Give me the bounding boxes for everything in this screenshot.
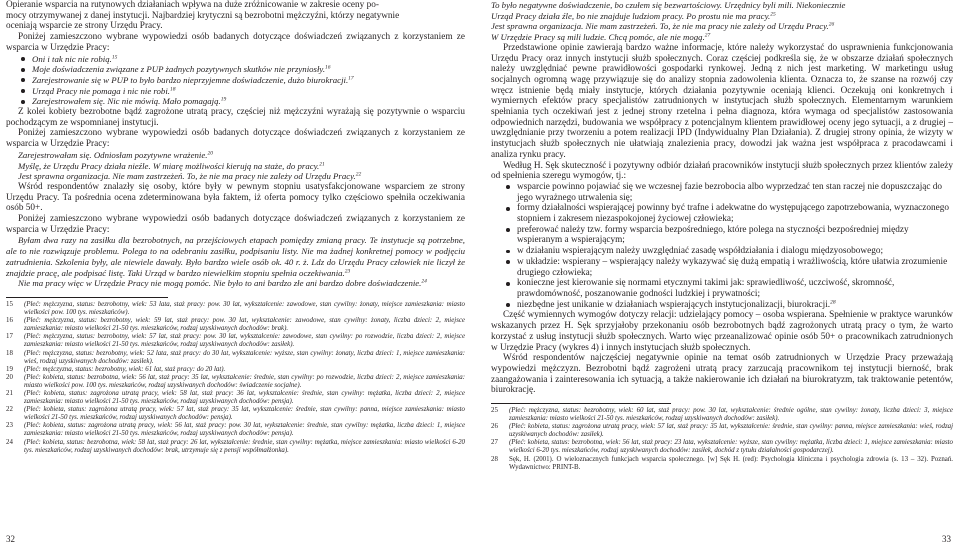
list-item: konieczne jest kierowanie się normami etycznymi takimi jak: sprawiedliwość, uczciwość, skromność, prawdomówność, poszanowanie godności ludzkiej i prywatności;: [505, 278, 953, 299]
intro-line: mocy otrzymywanej z danej instytucji. Najbardziej krytyczni są bezrobotni mężczyźni, którzy negatywnie: [6, 10, 400, 21]
quote-line: Myślę, że Urzędu Pracy działa nieźle. W miarę możliwości kierują na staże, do pracy.$^{21}$: [18, 160, 325, 171]
footnote: 15 (Płeć: mężczyzna, status: bezrobotny, wiek: 53 lata, staż pracy: pow. 30 lat, wykształcenie: zawodowe, stan cywilny: żonaty, miejsce zamieszkania: miasto wielkości pow. 100 tys. mieszkańców).: [6, 300, 465, 317]
footnote-ref: 24: [421, 278, 427, 285]
quote-text: Oni i tak nic nie robią.: [32, 53, 112, 64]
lead-paragraph: Poniżej zamieszczono wybrane wypowiedzi osób badanych dotyczące doświadczeń związanych z korzystaniem ze wsparcia w Urzędzie Pracy:: [6, 214, 465, 235]
quote-text: Zarejestrowałem się. Nic nie mówią. Mało pomagają.: [32, 96, 221, 107]
quote-paragraph: Nie ma pracy więc w Urzędzie Pracy nie mogą pomóc. Nie było to ani bardzo złe ani bardzo dobre doświadczenie.$^{24}$: [18, 278, 427, 289]
body-paragraph: Według H. Sęk skuteczność i pozytywny odbiór działań pracowników instytucji służb społecznych przez klientów zależy od spełnienia szeregu wymogów, tj.:: [491, 160, 953, 182]
page-number: 33: [942, 534, 951, 544]
footnote-ref: 20: [207, 150, 213, 157]
list-item: [20, 54, 465, 65]
list-item: w działaniu wspierającym należy uwzględniać zasadę współdziałania i dialogu międzyosobowego;: [505, 246, 953, 257]
footnote-ref: 15: [111, 54, 118, 61]
quote-line: Zarejestrowałam się. Odniosłam pozytywne wrażenie.$^{20}$: [18, 149, 213, 160]
list-item: formy działalności wspierającej powinny być trafne i adekwatne do występującego zapotrzebowania, wyznaczonego stopniem i zakresem niezaspokojonej życiowej człowieka;: [505, 203, 953, 224]
list-item: [20, 86, 465, 97]
quote-line: W Urzędzie Pracy są mili ludzie. Chcą pomóc, ale nie mogą.$^{27}$: [491, 32, 711, 43]
list-item: w układzie: wspierany – wspierający należy wykazywać się dużą empatią i wrażliwością, które ułatwia zrozumienie drugiego człowieka;: [505, 257, 953, 278]
footnote-divider: [491, 403, 671, 404]
footnote: 18 (Płeć: mężczyzna, status: bezrobotny, wiek: 52 lata, staż pracy: do 30 lat, wykształcenie: wyższe, stan cywilny: żonaty, liczba dzieci: 1, miejsce zamieszkania: wieś, rodzaj uzyskiwanych dochodów: zasiłek).: [6, 349, 465, 365]
footnote-ref: 22: [355, 171, 362, 178]
footnote: 20 (Płeć: kobieta, status: bezrobotna, wiek: 56 lat, staż pracy: 35 lat, wykształcenie: średnie, stan cywilny: po rozwodzie, liczba dzieci: 2, miejsce zamieszkania: miasto wielkości pow. 100 tys. mieszkańców, rodzaj uzyskiwanych dochodów: świadczenie socjalne).: [6, 373, 465, 389]
body-paragraph: Wśród respondentów najczęściej negatywnie opinie na temat osób zatrudnionych w Urzędzie Pracy przeważają wypowiedzi mężczyzn. Bezrobotni bądź zagrożeni utratą pracy zarzucają pracownikom tej instytucji bierność, brak zaangażowania i zainteresowania ich sytuacją, a także nakierowanie ich działań na biurokratyzm, tak traktowanie petentów, biurokrację.: [491, 353, 953, 396]
footnote-ref: 26: [828, 21, 835, 28]
footnotes: [6, 301, 465, 455]
footnote: 26 (Płeć: kobieta, status: zagrożona utratą pracy, wiek: 57 lat, staż pracy: 35 lat, wykształcenie: średnie, stan cywilny: panna, miejsce zamieszkania: wieś, rodzaj uzyskiwanych dochodów: zasiłek).: [491, 423, 953, 439]
quote-text: Moje doświadczenia związane z PUP żadnych pozytywnych skutków nie przyniosły.: [32, 64, 326, 75]
footnote-ref: 18: [169, 86, 176, 93]
footnote-ref: 23: [344, 268, 351, 275]
footnote: 16 (Płeć: mężczyzna, status: bezrobotny, wiek: 59 lat, staż pracy: pow. 30 lat, wykształcenie: zawodowe, stan cywilny: żonaty, liczba dzieci: 2, miejsce zamieszkania: miasto wielkości 21-50 tys. mieszkańców, rodzaj uzyskiwanych dochodów: brak).: [6, 317, 465, 333]
footnote-ref: 17: [348, 75, 354, 82]
quote-line: Jest sprawna organizacja. Nie mam zastrzeżeń. To, że nie ma pracy nie zależy od Urzędu Pracy.$^{22}$: [18, 171, 362, 182]
list-item: [20, 96, 465, 107]
footnote: 27 (Płeć: kobieta, status: bezrobotna, wiek: 56 lat, staż pracy: 23 lata, wykształcenie: wyższe, stan cywilny: mężatka, liczba dzieci: 1, miejsce zamieszkania: miasto wielkości 6-20 tys. mieszkańców, rodzaj uzyskiwanych dochodów: zasiłek, dochód z tytułu działalności gospodarczej).: [491, 439, 953, 455]
footnote-divider: [6, 297, 168, 298]
left-page: [0, 0, 470, 548]
lead-paragraph: Poniżej zamieszczono wybrane wypowiedzi osób badanych dotyczące doświadczeń związanych z korzystaniem ze wsparcia w Urzędzie Pracy:: [6, 128, 465, 150]
footnote-ref: 25: [770, 11, 776, 18]
quote-paragraph: Byłam dwa razy na zasiłku dla bezrobotnych, na przejściowych etapach pomiędzy zmianą pracy. Te instytucje są potrzebne, ale to nie rozwiązuje problemu. Polega to na odebraniu zasiłku, podpisaniu listy. Nie ma żadnej konkretnej pomocy w podjęciu zatrudnienia. Szkolenia były, ale niewiele dawały. Było bardzo wiele osób ok. 40 r. ż. Ldz do Urzędu Pracy człowiek nie liczył że znajdzie pracę, ale podpisać listę. Taki Urząd w bardzo niewielkim stopniu spełnia oczekiwania.$^{23}$: [6, 235, 465, 278]
footnote-ref: 16: [325, 64, 331, 71]
footnote: 21 (Płeć: kobieta, status: zagrożona utratą pracy, wiek: 58 lat, staż pracy: 36 lat, wykształcenie: średnie, stan cywilny: mężatka, liczba dzieci: 2, miejsce zamieszkania: miasto wielkości 21-50 tys. mieszkańców, rodzaj uzyskiwanych dochodów: pensja).: [6, 390, 465, 406]
quote-line: Jest sprawna organizacja. Nie mam zastrzeżeń. To, że nie ma pracy nie zależy od Urzędu Pracy.$^{26}$: [491, 21, 835, 32]
requirements-list: [491, 182, 953, 310]
lead-paragraph: Poniżej zamieszczono wybrane wypowiedzi osób badanych dotyczące doświadczeń związanych z korzystaniem ze wsparcia w Urzędzie Pracy:: [6, 32, 465, 53]
body-paragraph: Z kolei kobiety bezrobotne bądź zagrożone utratą pracy, częściej niż mężczyźni wyrażają się pozytywnie o wsparciu pochodzącym ze wspomnianej instytucji.: [6, 107, 465, 128]
footnotes: [491, 407, 953, 472]
footnote: 23 (Płeć: kobieta, status: zagrożona utratą pracy, wiek: 56 lat, staż pracy: pow. 30 lat, wykształcenie: średnie, stan cywilny: mężatka, liczba dzieci: 1, miejsce zamieszkania: miasto wielkości 21-50 tys. mieszkańców, rodzaj uzyskiwanych dochodów: pensja).: [6, 422, 465, 438]
footnote: 17 (Płeć: mężczyzna, status: bezrobotny, wiek: 57 lat, staż pracy: pow. 30 lat, wykształcenie: zawodowe, stan cywilny: po rozwodzie, liczba dzieci: 2, miejsce zamieszkania: miasto wielkości 21-50 tys. mieszkańców, rodzaj uzyskiwanych dochodów: zasiłek).: [6, 333, 465, 349]
quote-line: Urząd Pracy działa źle, bo nie znajduje ludziom pracy. Po prostu nie ma pracy.$^{25}$: [491, 10, 776, 21]
quote-text: Zarejestrowanie się w PUP to było bardzo nieprzyjemne doświadczenie, dużo biurokracji.: [32, 74, 349, 85]
intro-line: Opieranie wsparcia na rutynowych działaniach wpływa na duże zróżnicowanie w zakresie oceny po-: [6, 0, 379, 10]
quote-list: [6, 54, 465, 108]
intro-line: oceniają wsparcie ze strony Urzędu Pracy.: [6, 21, 163, 32]
footnote: 19 (Płeć: mężczyzna, status: bezrobotny, wiek: 61 lat, staż pracy: do 20 lat).: [6, 365, 226, 373]
body-paragraph: Część wymiennych wymogów dotyczy relacji: udzielający pomocy – osoba wspierana. Spełnienie w praktyce warunków wskazanych przez H. Sęk sprzyjałoby przekonaniu osób bezrobotnych bądź zagrożonych utratą pracy o tym, że warto korzystać z usług instytucji służb społecznych. Warto więc przeanalizować opinie osób 50+ o pracownikach zatrudnionych w Urzędzie Pracy (wykres 4) i innych instytucjach służb społecznych.: [491, 310, 953, 353]
quote-text: Urząd Pracy nie pomaga i nic nie robi.: [32, 85, 170, 96]
footnote: 24 (Płeć: kobieta, status: bezrobotna, wiek: 58 lat, staż pracy: 26 lat, wykształcenie: średnie, stan cywilny: mężatka, miejsce zamieszkania: miasto wielkości 6-20 tys. mieszkańców, rodzaj uzyskiwanych dochodów: brak, utrzymuje się z pensji współmałżonka).: [6, 438, 465, 454]
body-paragraph: Wśród respondentów znalazły się osoby, które były w pewnym stopniu usatysfakcjonowane wsparciem ze strony Urzędu Pracy. Ta pośrednia ocena zdeterminowana była faktem, iż oferta pomocy tylko częściowo spełniła oczekiwania osób 50+.: [6, 181, 465, 214]
footnote-ref: 27: [704, 32, 711, 39]
footnote-ref: 19: [220, 96, 227, 103]
footnote-ref: 21: [319, 161, 325, 168]
footnote: 25 (Płeć: mężczyzna, status: bezrobotny, wiek: 60 lat, staż pracy: pow. 30 lat, wykształcenie: średnie ogólne, stan cywilny: żonaty, liczba dzieci: 3, miejsce zamieszkania: miasto wielkości 21-50 tys. mieszkańców, rodzaj uzyskiwanych dochodów: zasiłek).: [491, 407, 953, 423]
footnote: 28 Sęk, H. (2001). O wieloznacznych funkcjach wsparcia społecznego. [w] Sęk H. (red): Psychologia kliniczna i psychologia zdrowia (s. 13 – 32). Poznań. Wydawnictwo: PRINT-B.: [491, 455, 953, 471]
list-item: niezbędne jest unikanie w działaniach wspierających instytucjonalizacji, biurokracji.$^{28}$: [505, 300, 953, 311]
footnote: 22 (Płeć: kobieta, status: zagrożona utratą pracy, wiek: 57 lat, staż pracy: 35 lat, wykształcenie: średnie, stan cywilny: panna, miejsce zamieszkania: miasto wielkości 21-50 tys. mieszkańców, rodzaj uzyskiwanych dochodów: pensja).: [6, 406, 465, 422]
quote-line: To było negatywne doświadczenie, bo czułem się bezwartościowy. Urzędnicy byli mili. Niekoniecznie: [491, 0, 846, 10]
page-number: 32: [6, 534, 15, 544]
list-item: [20, 64, 465, 75]
list-item: preferować należy tzw. formy wsparcia bezpośredniego, które polega na stycznoś̨ci bezpośredniej między wspieranym a wspierającym;: [505, 225, 953, 246]
body-paragraph: Przedstawione opinie zawierają bardzo ważne informacje, które należy wykorzystać do usprawnienia funkcjonowania Urzędu Pracy oraz innych instytucji służb społecznych. Coraz częściej podkreśla się, że w obszarze działań społecznych należy uwzględniać pewne prawidłowości gospodarki rynkowej. Jedną z nich jest marketing. W marketingu usług socjalnych ogromną wagę przywiązuje się do analizy stopnia zadowolenia klienta. Oznacza to, że szanse na rozwój czy wręcz istnienie będą miały instytucje, których działania pozytywnie oceniają klienci. Oczekują oni konkretnych i wymiernych efektów pracy specjalistów zatrudnionych w instytucjach służb społecznych. Elementarnym warunkiem spełniania tych oczekiwań jest z jednej strony rzetelna i pełna diagnoza, która wymaga od specjalistów zastosowania odpowiednich narzędzi, budowania we współpracy z potencjalnym klientem prawidłowej oceny jego sytuacji, a z drugiej – uwzględnianie przy tworzeniu a potem realizacji IPD (Indywidualny Plan Działania). Z drugiej strony opinia, że wizyty w instytucjach służb społecznych nie ułatwiają znalezienia pracy, dowodzi jak ważna jest współpraca z pracodawcami i analiza rynku pracy.: [491, 42, 953, 160]
list-item: [20, 75, 465, 86]
right-page: [486, 0, 959, 548]
list-item: wsparcie powinno pojawiać się we wczesnej fazie bezrobocia albo wyprzedzać ten stan raczej nie dopuszczając do jego wyrażnego utrwalenia się;: [505, 182, 953, 203]
footnote-ref: 28: [830, 299, 836, 306]
